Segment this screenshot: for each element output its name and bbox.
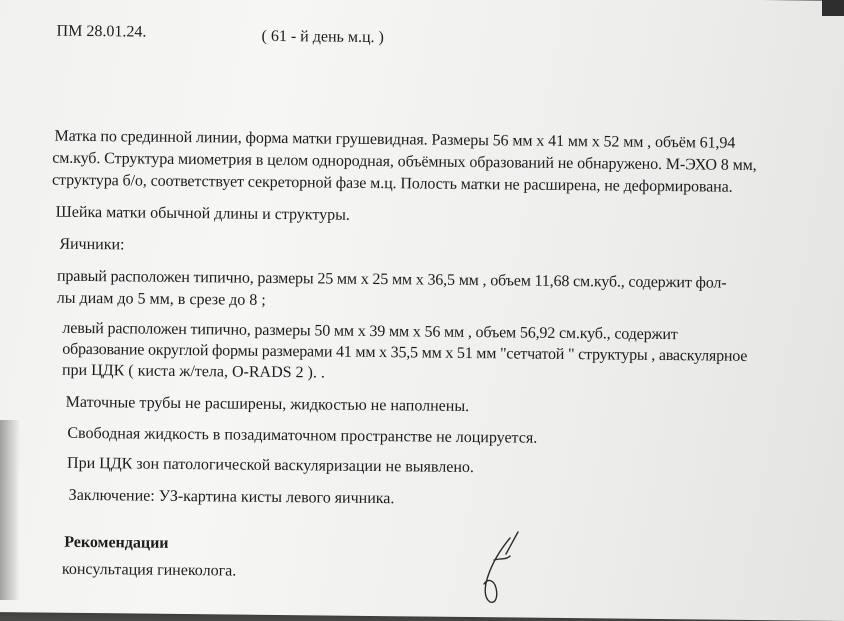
free-fluid-text: Свободная жидкость в позадиматочном пространстве не лоцируется.: [67, 424, 538, 447]
uterus-line-3: структура б/о, соответствует секреторной фазе м.ц. Полость матки не расширена, не деформирована.: [51, 171, 733, 196]
uterus-line-2: см.куб. Структура миометрия в целом однородная, объёмных образований не обнаружено. М-ЭХО 8 мм,: [52, 149, 757, 174]
left-ovary-line-3: при ЦДК ( киста ж/тела, O-RADS 2 ). .: [61, 361, 326, 382]
recommendations-heading: Рекомендации: [64, 533, 169, 552]
background-corner: [822, 0, 844, 16]
recommendations-text: консультация гинеколога.: [61, 560, 237, 580]
right-ovary-line-2: лы диам до 5 мм, в срезе до 8 ;: [56, 289, 266, 309]
cervix-text: Шейка матки обычной длины и структуры.: [55, 203, 351, 224]
edge-shadow: [0, 420, 20, 600]
ovaries-heading: Яичники:: [59, 235, 125, 254]
left-ovary-line-2: образование округлой формы размерами 41 мм х 35,5 мм х 51 мм "сетчатой " структуры , аваскулярное: [62, 340, 748, 365]
signature-icon: [470, 530, 530, 605]
right-ovary-line-1: правый расположен типично, размеры 25 мм х 25 мм х 36,5 мм , объем 11,68 см.куб., содержит фол-: [56, 267, 727, 292]
conclusion-text: Заключение: УЗ-картина кисты левого яичника.: [68, 486, 395, 508]
tubes-text: Маточные трубы не расширены, жидкостью не наполнены.: [65, 393, 470, 415]
cycle-day: ( 61 - й день м.ц. ): [261, 27, 384, 47]
exam-date: ПМ 28.01.24.: [56, 22, 147, 41]
left-ovary-line-1: левый расположен типично, размеры 50 мм х 39 мм х 56 мм , объем 56,92 см.куб., содержит: [62, 319, 678, 344]
uterus-line-1: Матка по срединной линии, форма матки грушевидная. Размеры 56 мм х 41 мм х 52 мм , объём 61,94: [54, 127, 736, 152]
cdk-text: При ЦДК зон патологической васкуляризации не выявлено.: [66, 454, 475, 477]
